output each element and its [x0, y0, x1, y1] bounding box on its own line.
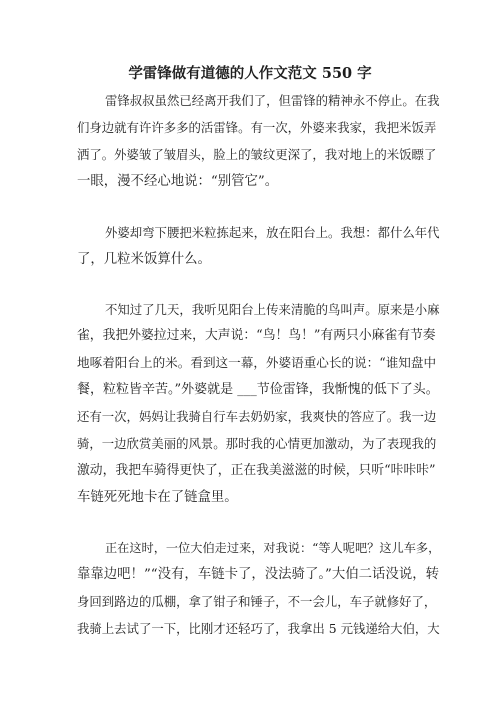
paragraph-3-line-8: 车链死死地卡在了链盒里。 — [77, 490, 238, 505]
paragraph-3-line-4: 餐，粒粒皆辛苦。”外婆就是 ___节俭雷锋，我惭愧的低下了头。 — [77, 382, 439, 397]
paragraph-1-line-1: 雷锋叔叔虽然已经离开我们了，但雷锋的精神永不停止。在我 — [105, 93, 440, 108]
paragraph-4-line-3: 身回到路边的瓜棚，拿了钳子和锤子，不一会儿，车子就修好了， — [77, 594, 437, 609]
paragraph-3-line-5: 还有一次，妈妈让我骑自行车去奶奶家，我爽快的答应了。我一边 — [77, 409, 437, 424]
paragraph-3-line-1: 不知过了几天，我听见阳台上传来清脆的鸟叫声。原来是小麻 — [105, 302, 440, 317]
paragraph-2-line-2: 了，几粒米饭算什么。 — [77, 252, 211, 267]
paragraph-2-line-1: 外婆却弯下腰把米粒拣起来，放在阳台上。我想：都什么年代 — [105, 225, 440, 240]
paragraph-3-line-3: 地啄着阳台上的米。看到这一幕，外婆语重心长的说：“谁知盘中 — [77, 355, 437, 370]
paragraph-3-line-7: 激动，我把车骑得更快了，正在我美滋滋的时候，只听“咔咔咔” — [77, 463, 436, 478]
paragraph-1-line-3: 洒了。外婆皱了皱眉头，脸上的皱纹更深了，我对地上的米饭瞟了 — [77, 147, 437, 162]
paragraph-1-line-4: 一眼，漫不经心地说：“别管它”。 — [77, 174, 279, 189]
paragraph-3-line-6: 骑，一边欣赏美丽的风景。那时我的心情更加激动，为了表现我的 — [77, 436, 437, 451]
paragraph-4-line-2: 靠靠边吧！”“没有，车链卡了，没法骑了。”大伯二话没说，转 — [77, 567, 439, 582]
paragraph-4-line-4: 我骑上去试了一下，比刚才还轻巧了，我拿出 5 元钱递给大伯，大 — [77, 621, 440, 636]
paragraph-1-line-2: 们身边就有许许多多的活雷锋。有一次，外婆来我家，我把米饭弄 — [77, 120, 437, 135]
document-title: 学雷锋做有道德的人作文范文 550 字 — [128, 65, 372, 82]
paragraph-4-line-1: 正在这时，一位大伯走过来，对我说：“等人呢吧？这儿车多， — [105, 541, 441, 555]
paragraph-3-line-2: 雀，我把外婆拉过来，大声说：“鸟！鸟！”有两只小麻雀有节奏 — [77, 328, 436, 343]
